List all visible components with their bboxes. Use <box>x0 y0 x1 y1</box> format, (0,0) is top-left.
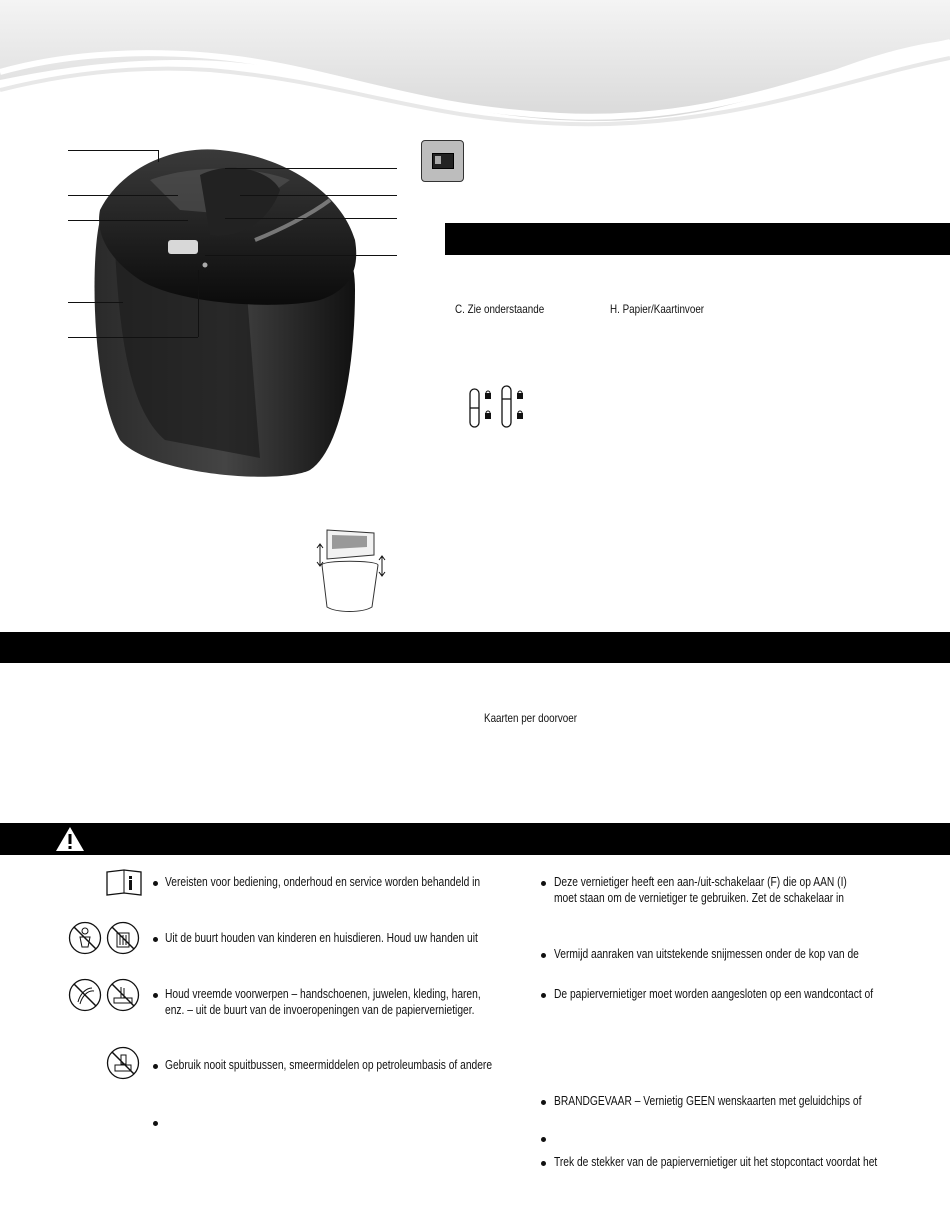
shredder-illustration <box>80 140 380 485</box>
warning-triangle-icon <box>55 826 85 852</box>
section-header-band-right <box>445 223 950 255</box>
no-loose-clothing-icon <box>68 978 102 1012</box>
no-children-icon <box>68 921 102 955</box>
bullet-dot <box>153 1121 158 1126</box>
bullet-dot <box>541 881 546 886</box>
safety-right-bullet-1: Deze vernietiger heeft een aan-/uit-schakelaar (F) die op AAN (I) moet staan om de vernietiger te gebruiken. Zet de schakelaar in <box>554 875 847 905</box>
bullet-dot <box>541 1137 546 1142</box>
safety-left-bullet-1: Vereisten voor bediening, onderhoud en service worden behandeld in <box>165 875 481 889</box>
callout-line-e-v <box>198 270 199 337</box>
callout-line-g <box>240 195 397 196</box>
callout-line-a <box>68 150 158 151</box>
bullet-dot <box>541 993 546 998</box>
safety-left-bullet-4: Gebruik nooit spuitbussen, smeermiddelen op petroleumbasis of andere <box>165 1058 493 1072</box>
callout-line-h <box>225 218 397 219</box>
no-pets-icon <box>106 921 140 955</box>
no-hands-icon <box>106 978 140 1012</box>
section-header-band-capacity <box>0 632 950 663</box>
caption-c: C. Zie onderstaande <box>455 302 545 316</box>
callout-line-c <box>68 220 188 221</box>
bullet-dot <box>541 1161 546 1166</box>
bullet-dot <box>541 953 546 958</box>
lock-toggle-icon <box>468 383 528 431</box>
safety-right-bullet-3: De papiervernietiger moet worden aangesloten op een wandcontact of <box>554 987 874 1001</box>
safety-right-bullet-4: BRANDGEVAAR – Vernietig GEEN wenskaarten met geluidchips of <box>554 1094 862 1108</box>
callout-line-e <box>68 337 198 338</box>
cards-per-pass-label: Kaarten per doorvoer <box>484 711 577 725</box>
no-aerosol-icon <box>106 1046 140 1080</box>
header-wave <box>0 0 950 140</box>
safety-right-bullet-6: Trek de stekker van de papiervernietiger uit het stopcontact voordat het <box>554 1155 878 1169</box>
callout-line-i <box>205 255 397 256</box>
bullet-dot <box>153 881 158 886</box>
switch-icon <box>421 140 464 182</box>
bullet-dot <box>153 993 158 998</box>
callout-line-b <box>68 195 178 196</box>
safety-left-bullet-2: Uit de buurt houden van kinderen en huisdieren. Houd uw handen uit <box>165 931 478 945</box>
callout-line-f <box>225 168 397 169</box>
bullet-dot <box>541 1100 546 1105</box>
callout-line-d <box>68 302 123 303</box>
section-header-band-safety <box>0 823 950 855</box>
bullet-dot <box>153 1064 158 1069</box>
caption-h: H. Papier/Kaartinvoer <box>610 302 705 316</box>
manual-info-icon <box>105 868 143 898</box>
callout-line-a-v <box>158 150 159 162</box>
safety-right-bullet-2: Vermijd aanraken van uitstekende snijmessen onder de kop van de <box>554 947 859 961</box>
safety-left-bullet-3: Houd vreemde voorwerpen – handschoenen, juwelen, kleding, haren, enz. – uit de buurt van de invoeropeningen van de papiervernietiger. <box>165 987 481 1017</box>
bullet-dot <box>153 937 158 942</box>
bin-removal-illustration <box>312 525 387 615</box>
